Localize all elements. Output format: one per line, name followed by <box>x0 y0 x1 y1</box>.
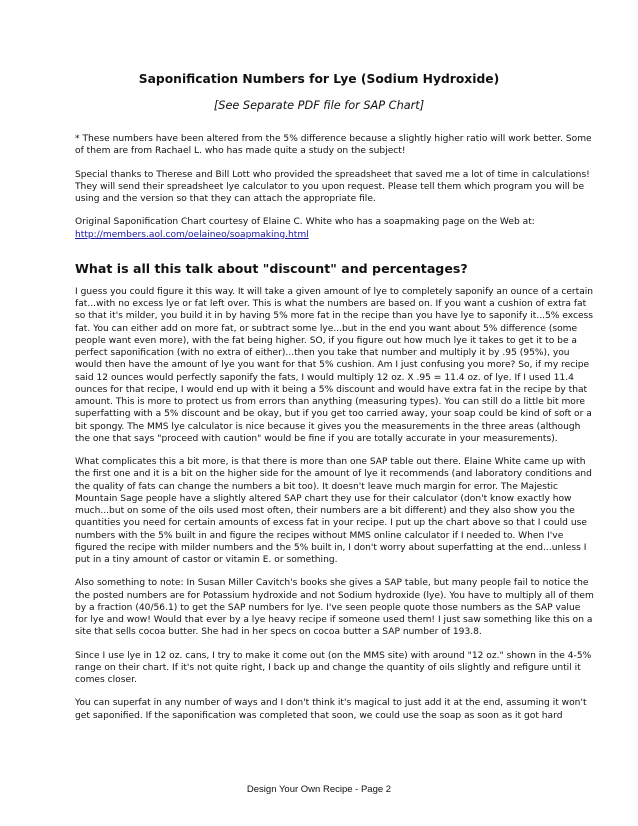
body-paragraph-discount: I guess you could figure it this way. It will take a given amount of lye to completely saponify an ounce of a certain fat...with no excess lye or fat left over. This is what the numbers are based on. If you want a cushion of extra fat so that it's milder, you build it in by having 5% more fat in the recipe than you have lye to saponify it...5% excess fat. You can either add on more fat, or subtract some lye...but in the end you want about 5% difference (some people want even more), with the fat being higher. SO, if you figure out how much lye it takes to get it to be a perfect saponification (with no extra of either)...then you take that number and multiply it by .95 (95%), you would then have the amount of lye you want for that 5% cushion. Am I just confusing you more? So, if my recipe said 12 ounces would perfectly saponify the fats, I would multiply 12 oz. X .95 = 11.4 oz. of lye. If I used 11.4 ounces for that recipe, I would end up with it being a 5% discount and would have extra fat in the recipe by that amount. This is more to protect us from errors than anything (measuring types). You can still do a little bit more superfatting with a 5% discount and be okay, but if you get too carried away, your soap could be kind of soft or a bit spongy. The MMS lye calculator is nice because it gives you the measurements in the three areas (although the one that says "proceed with caution" would be fine if you are totally accurate in your measurements). <box>75 286 594 444</box>
credit-paragraph <box>75 216 595 241</box>
body-paragraph-lye-cans: Since I use lye in 12 oz. cans, I try to make it come out (on the MMS site) with around "12 oz." shown in the 4-5% range on their chart. If it's not quite right, I back up and change the quantity of oils slightly and refigure until it comes closer. <box>75 650 592 685</box>
document-body <box>75 133 595 733</box>
body-paragraph-superfat: You can superfat in any number of ways and I don't think it's magical to just add it at the end, assuming it won't get saponified. If the saponification was completed that soon, we could use the soap as soon as it got hard <box>75 698 587 721</box>
section-heading: What is all this talk about "discount" and percentages? <box>75 260 468 276</box>
body-paragraph-cavitch: Also something to note: In Susan Miller Cavitch's books she gives a SAP table, but many people fail to notice the the posted numbers are for Potassium hydroxide and not Sodium hydroxide (lye). You have to multiply all of them by a fraction (40/56.1) to get the SAP numbers for lye. I've seen people quote those numbers as the SAP value for lye and wow! Would that ever by a lye heavy recipe if someone used them! I just saw something like this on a site that sells cocoa butter. She had in her specs on cocoa butter a SAP number of 193.8. <box>75 578 594 638</box>
document-subtitle: [See Separate PDF file for SAP Chart] <box>213 99 425 112</box>
credit-text: Original Saponification Chart courtesy of Elaine C. White who has a soapmaking page on the Web at: <box>75 217 535 228</box>
document-title: Saponification Numbers for Lye (Sodium Hydroxide) <box>138 72 500 86</box>
body-paragraph-sap-tables: What complicates this a bit more, is that there is more than one SAP table out there. Elaine White came up with the first one and it is a bit on the higher side for the amount of lye it recommends (and laboratory conditions and the quality of fats can change the numbers a bit too). It doesn't leave much margin for error. The Majestic Mountain Sage people have a slightly altered SAP chart they use for their calculator (don't know exactly how much...but on some of the oils used most often, their numbers are a bit different) and they also show you the quantities you need for certain amounts of excess fat in your recipe. I put up the chart above so that I could use numbers with the 5% built in and figure the recipes without MMS online calculator if I needed to. When I've figured the recipe with milder numbers and the 5% built in, I don't worry about superfatting at the end...unless I put in a tiny amount of castor or vitamin E. or something. <box>75 457 592 565</box>
soapmaking-link[interactable]: http://members.aol.com/oelaineo/soapmaking.html <box>75 229 309 240</box>
page-footer: Design Your Own Recipe - Page 2 <box>246 784 392 795</box>
intro-paragraph-note: * These numbers have been altered from the 5% difference because a slightly higher ratio will work better. Some of them are from Rachael L. who has made quite a study on the subject! <box>75 134 592 157</box>
intro-paragraph-thanks: Special thanks to Therese and Bill Lott who provided the spreadsheet that saved me a lot of time in calculations! They will send their spreadsheet lye calculator to you upon request. Please tell them which program you will be using and the version so that they can attach the appropriate file. <box>75 169 590 204</box>
